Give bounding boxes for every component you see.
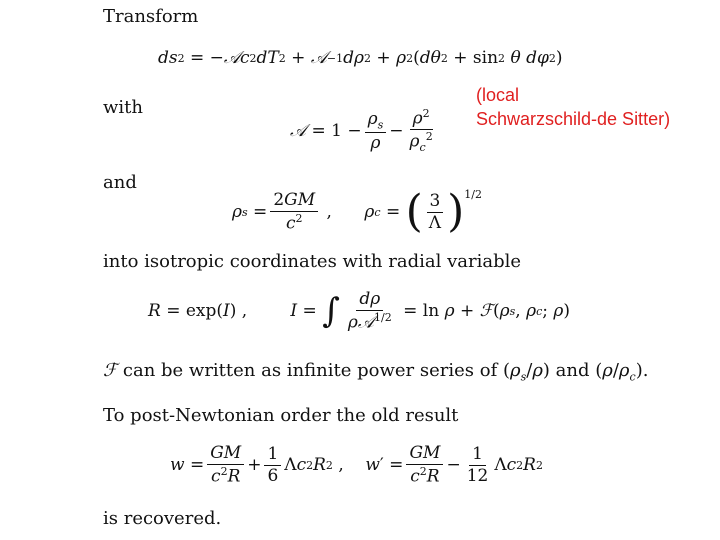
fraction: $\frac{\rho_s}{\rho}$ xyxy=(365,110,387,153)
text-power-series-tail: can be written as infinite power series of xyxy=(122,360,498,381)
fraction: $\frac{\rho^2}{\rho_c^2}$ xyxy=(409,107,433,155)
text-into-isotropic: into isotropic coordinates with radial variable xyxy=(103,251,521,272)
fraction: $\frac{1}{6}$ xyxy=(264,445,281,485)
metric-equation: ds 2 = − 𝒜 c 2 dT 2 + 𝒜 −1 dρ 2 + ρ 2 ( dθ 2 + sin 2 θ dφ 2 ) xyxy=(158,48,563,68)
fraction: $\frac{3}{\Lambda}$ xyxy=(426,192,444,232)
annotation-line-1: (local xyxy=(476,85,520,105)
text-post-newtonian: To post-Newtonian order the old result xyxy=(103,405,459,426)
potential-equation: w = $\frac{GM}{c^2R}$ + $\frac{1}{6}$ Λ c 2 R 2 , w ′ = $\frac{GM}{c^2R}$ − $\frac{1}{12}$ Λ c 2 R 2 xyxy=(170,443,543,487)
text-is-recovered: is recovered. xyxy=(103,508,222,529)
isotropic-radius-equation: R = exp( I ) , I = ∫ $\frac{d\rho}{\rho 𝒜^{1/2}}$ = ln ρ + ℱ ( ρ s , ρ c ; ρ ) xyxy=(148,289,571,333)
a-definition-equation: 𝒜 = 1 − $\frac{\rho_s}{\rho}$ − $\frac{\rho^2}{\rho_c^2}$ xyxy=(290,108,439,154)
annotation-note xyxy=(476,83,670,131)
text-transform: Transform xyxy=(103,6,199,27)
fraction: $\frac{2GM}{c^2}$ xyxy=(270,191,318,233)
text-with: with xyxy=(103,97,143,118)
fraction: $\frac{GM}{c^2R}$ xyxy=(207,444,244,486)
fraction: $\frac{1}{12}$ xyxy=(466,443,489,486)
annotation-line-2: Schwarzschild-de Sitter) xyxy=(476,109,671,129)
fraction: $\frac{d\rho}{\rho 𝒜^{1/2}}$ xyxy=(347,289,392,333)
text-and: and xyxy=(103,172,137,193)
fraction: $\frac{GM}{c^2R}$ xyxy=(406,444,443,486)
rho-definitions-equation: ρ s = $\frac{2GM}{c^2}$ , ρ c = ( $\frac{3}{\Lambda}$ ) $^{1/2}$ xyxy=(232,186,482,237)
text-power-series: ℱ can be written as infinite power series of $(\rho_s/\rho)$ and $(\rho/\rho_c)$. xyxy=(103,360,649,384)
